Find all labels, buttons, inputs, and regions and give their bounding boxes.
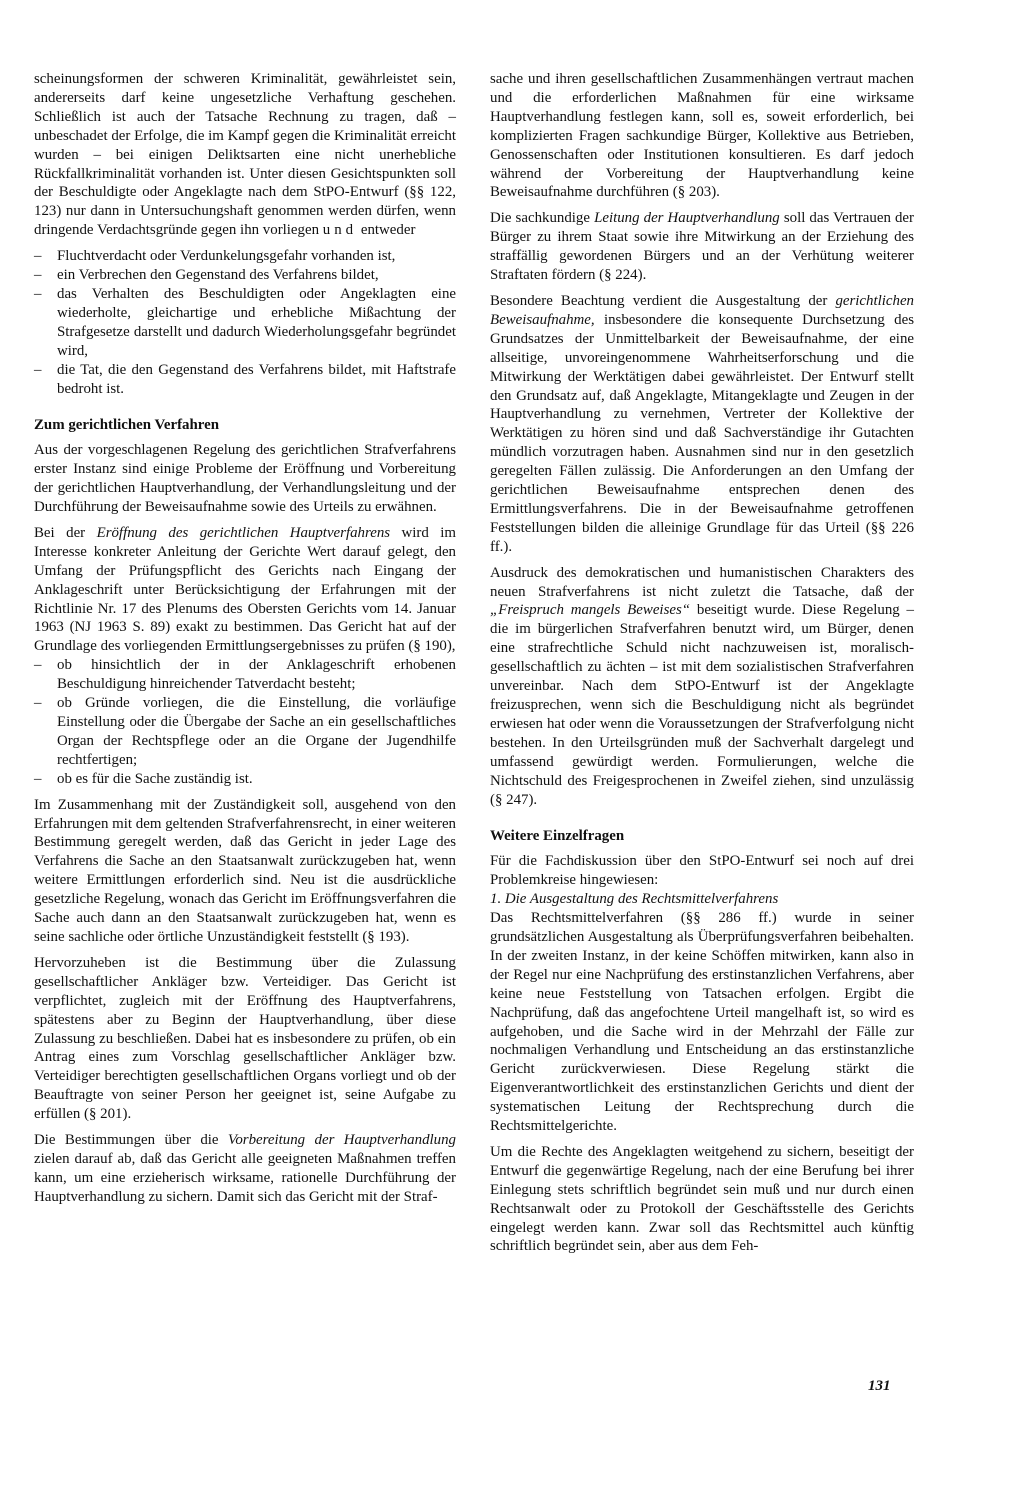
- emphasis: Eröffnung des gerichtlichen Hauptverfahrens: [96, 524, 391, 541]
- subsection-heading: 1. Die Ausgestaltung des Rechtsmittelverfahrens: [490, 891, 779, 908]
- paragraph: Das Rechtsmittelverfahren (§§ 286 ff.) wurde in seiner grundsätzlichen Ausgestaltung als Überprüfungsverfahren beibehalten. In der zweiten Instanz, in der keine Schöffen mitwirken, kann also in der Regel nur eine Nachprüfung des erstinstanzlichen Verfahrens, aber keine neue Feststellung von Tatsachen erfolgen. Ergibt die Nachprüfung, daß das angefochtene Urteil mangelhaft ist, so wird es aufgehoben, und die Sache wird in der Mehrzahl der Fälle zur nochmaligen Verhandlung und Entscheidung an das erstinstanzliche Gericht zurückverwiesen. Diese Regelung stärkt die Eigenverantwortlichkeit des erstinstanzlichen Gerichts und dient der systematischen Leitung der Rechtsprechung durch die Rechtsmittelgerichte.: [490, 910, 914, 1135]
- paragraph: Im Zusammenhang mit der Zuständigkeit soll, ausgehend von den Erfahrungen mit dem geltenden Strafverfahrensrecht, in einer weiteren Bestimmung geregelt werden, daß das Gericht in jeder Lage des Verfahrens die Sache an den Staatsanwalt zurückzugeben hat, wenn weitere Ermittlungen erforderlich sind. Neu ist die ausdrückliche gesetzliche Regelung, wonach das Gericht im Eröffnungsverfahren die Sache auch dann an den Staatsanwalt zurückzugeben hat, wenn es seine sachliche oder örtliche Unzuständigkeit feststellt (§ 193).: [34, 796, 456, 945]
- examination-list: [34, 656, 456, 788]
- paragraph: Aus der vorgeschlagenen Regelung des gerichtlichen Strafverfahrens erster Instanz sind einige Probleme der Eröffnung und Vorbereitung der gerichtlichen Hauptverhandlung, der Verhandlungsleitung und der Durchführung der Beweisaufnahme sowie des Urteils zu erwähnen.: [34, 442, 456, 516]
- emphasis: Leitung der Hauptverhandlung: [594, 210, 780, 227]
- paragraph: scheinungsformen der schweren Kriminalität, gewährleistet sein, andererseits darf keine ungesetzliche Verhaftung geschehen. Schließlich ist auch der Tatsache Rechnung zu tragen, daß – unbeschadet der Erfolge, die im Kampf gegen die Kriminalität erreicht wurden – bei einigen Deliktsarten eine nicht unerhebliche Rückfallkriminalität vorhanden ist. Unter diesen Gesichtspunkten soll der Beschuldigte oder Angeklagte nach dem StPO-Entwurf (§§ 122, 123) nur dann in Untersuchungshaft genommen werden dürfen, wenn dringende Verdachtsgründe gegen ihn vorliegen und entweder: [34, 71, 456, 239]
- emphasis-und: und: [322, 222, 358, 239]
- list-item: – Fluchtverdacht oder Verdunkelungsgefahr vorhanden ist,: [34, 247, 456, 266]
- paragraph: Die Bestimmungen über die Vorbereitung der Hauptverhandlung zielen darauf ab, daß das Gericht alle geeigneten Maßnahmen treffen kann, um eine erzieherisch wirksame, rationelle Durchführung der Hauptverhandlung zu sichern. Damit sich das Gericht mit der Straf-: [34, 1132, 456, 1205]
- page-number: 131: [868, 1378, 891, 1394]
- emphasis: gerichtlichen Beweisaufnahme,: [490, 292, 914, 328]
- emphasis: „Freispruch mangels Beweises“: [490, 602, 691, 619]
- paragraph: Für die Fachdiskussion über den StPO-Entwurf sei noch auf drei Problemkreise hingewiesen:: [490, 853, 914, 889]
- left-column: [34, 70, 456, 1207]
- paragraph: Die sachkundige Leitung der Hauptverhandlung soll das Vertrauen der Bürger zu ihrem Staat sowie ihre Mitwirkung an der Erziehung des straffällig gewordenen Bürgers und an der Verhütung weiterer Straftaten fördern (§ 224).: [490, 210, 914, 284]
- list-item: – das Verhalten des Beschuldigten oder Angeklagten eine wiederholte, gleichartige und erhebliche Mißachtung der Strafgesetze darstellt und dadurch Wiederholungsgefahr begründet wird,: [34, 285, 456, 361]
- list-item: – die Tat, die den Gegenstand des Verfahrens bildet, mit Haftstrafe bedroht ist.: [34, 361, 456, 399]
- paragraph: Um die Rechte des Angeklagten weitgehend zu sichern, beseitigt der Entwurf die gegenwärtige Regelung, nach der eine Berufung bei ihrer Einlegung stets schriftlich begründet sein muß und nur durch einen Rechtsanwalt oder zu Protokoll der Geschäftsstelle des Gerichts eingelegt werden kann. Zwar soll das Rechtsmittel auch künftig schriftlich begründet sein, aber aus dem Feh-: [490, 1143, 914, 1255]
- list-item: – ob es für die Sache zuständig ist.: [34, 770, 456, 789]
- paragraph: Ausdruck des demokratischen und humanistischen Charakters des neuen Strafverfahrens ist nicht zuletzt die Tatsache, daß der „Freispruch mangels Beweises“ beseitigt wurde. Diese Regelung – die im bürgerlichen Strafverfahren benutzt wird, um Bürger, denen eine strafrechtliche Schuld nicht nachzuweisen ist, moralisch-gesellschaftlich zu ächten – ist mit dem sozialistischen Strafverfahren unvereinbar. Nach dem StPO-Entwurf ist der Angeklagte freizusprechen, wenn sich die Beschuldigung nicht als begründet erwiesen hat oder wenn die Voraussetzungen der Strafverfolgung nicht bestehen. In den Urteilsgründen muß der Sachverhalt dargelegt und umfassend gewürdigt werden. Formulierungen, welche die Nichtschuld des Freigesprochenen in Zweifel ziehen, sind unzulässig (§ 247).: [490, 564, 914, 808]
- list-item: – ob hinsichtlich der in der Anklageschrift erhobenen Beschuldigung hinreichender Tatverdacht besteht;: [34, 656, 456, 694]
- detention-conditions-list: [34, 247, 456, 398]
- paragraph: Hervorzuheben ist die Bestimmung über die Zulassung gesellschaftlicher Ankläger bzw. Verteidiger. Das Gericht ist verpflichtet, zugleich mit der Eröffnung des Hauptverfahrens, spätestens aber zu Beginn der Hauptverhandlung, über diese Zulassung zu beschließen. Dabei hat es insbesondere zu prüfen, ob ein Antrag eines zum Vorschlag gesellschaftlicher Ankläger bzw. Verteidiger berechtigten gesellschaftlichen Organs vorliegt und ob der Beauftragte von seiner Person her geeignet ist, seine Aufgabe zu erfüllen (§ 201).: [34, 954, 456, 1123]
- emphasis: Vorbereitung der Hauptverhandlung: [227, 1132, 456, 1149]
- paragraph: sache und ihren gesellschaftlichen Zusammenhängen vertraut machen und die erforderlichen Maßnahmen für eine wirksame Hauptverhandlung festlegen kann, soll es, soweit erforderlich, bei komplizierten Fragen sachkundige Bürger, Kollektive aus Betrieben, Genossenschaften oder Institutionen konsultieren. Es darf jedoch während der Vorbereitung der Hauptverhandlung keine Beweisaufnahme durchführen (§ 203).: [490, 71, 914, 201]
- paragraph: Besondere Beachtung verdient die Ausgestaltung der gerichtlichen Beweisaufnahme, insbesondere die konsequente Durchsetzung des Grundsatzes der Unmittelbarkeit der Beweisaufnahme, der eine allseitige, unvoreingenommene Wahrheitserforschung und die Mitwirkung der Werktätigen dabei gewährleistet. Der Entwurf stellt den Grundsatz auf, daß Angeklagte, Mitangeklagte und Zeugen in der Hauptverhandlung zu vernehmen, Vertreter der Kollektive der Werktätigen zu hören sind und daß Sachverständige ihr Gutachten mündlich vorzutragen haben. Ausnahmen sind nur in den gesetzlich geregelten Fällen zulässig. Die Anforderungen an den Umfang der gerichtlichen Beweisaufnahme entsprechen denen des Ermittlungsverfahrens. Die in der Beweisaufnahme getroffenen Feststellungen bilden die alleinige Grundlage für das Urteil (§§ 226 ff.).: [490, 292, 914, 555]
- list-item: – ein Verbrechen den Gegenstand des Verfahrens bildet,: [34, 266, 456, 285]
- paragraph: Bei der Eröffnung des gerichtlichen Hauptverfahrens wird im Interesse konkreter Anleitung der Gerichte Wert darauf gelegt, den Umfang der Prüfungspflicht des Gerichts nach Eingang der Anklageschrift unter Berücksichtigung der Erfahrungen mit der Richtlinie Nr. 17 des Plenums des Obersten Gerichts vom 14. Januar 1963 (NJ 1963 S. 89) exakt zu bestimmen. Das Gericht hat auf der Grundlage des vorliegenden Ermittlungsergebnisses zu prüfen (§ 190),: [34, 524, 456, 655]
- section-heading: Weitere Einzelfragen: [490, 828, 625, 845]
- section-heading: Zum gerichtlichen Verfahren: [34, 417, 220, 434]
- list-item: – ob Gründe vorliegen, die die Einstellung, die vorläufige Einstellung oder die Übergabe der Sache an ein gesellschaftliches Organ der Rechtspflege oder an die Organe der Jugendhilfe rechtfertigen;: [34, 694, 456, 770]
- right-column: [490, 70, 914, 1256]
